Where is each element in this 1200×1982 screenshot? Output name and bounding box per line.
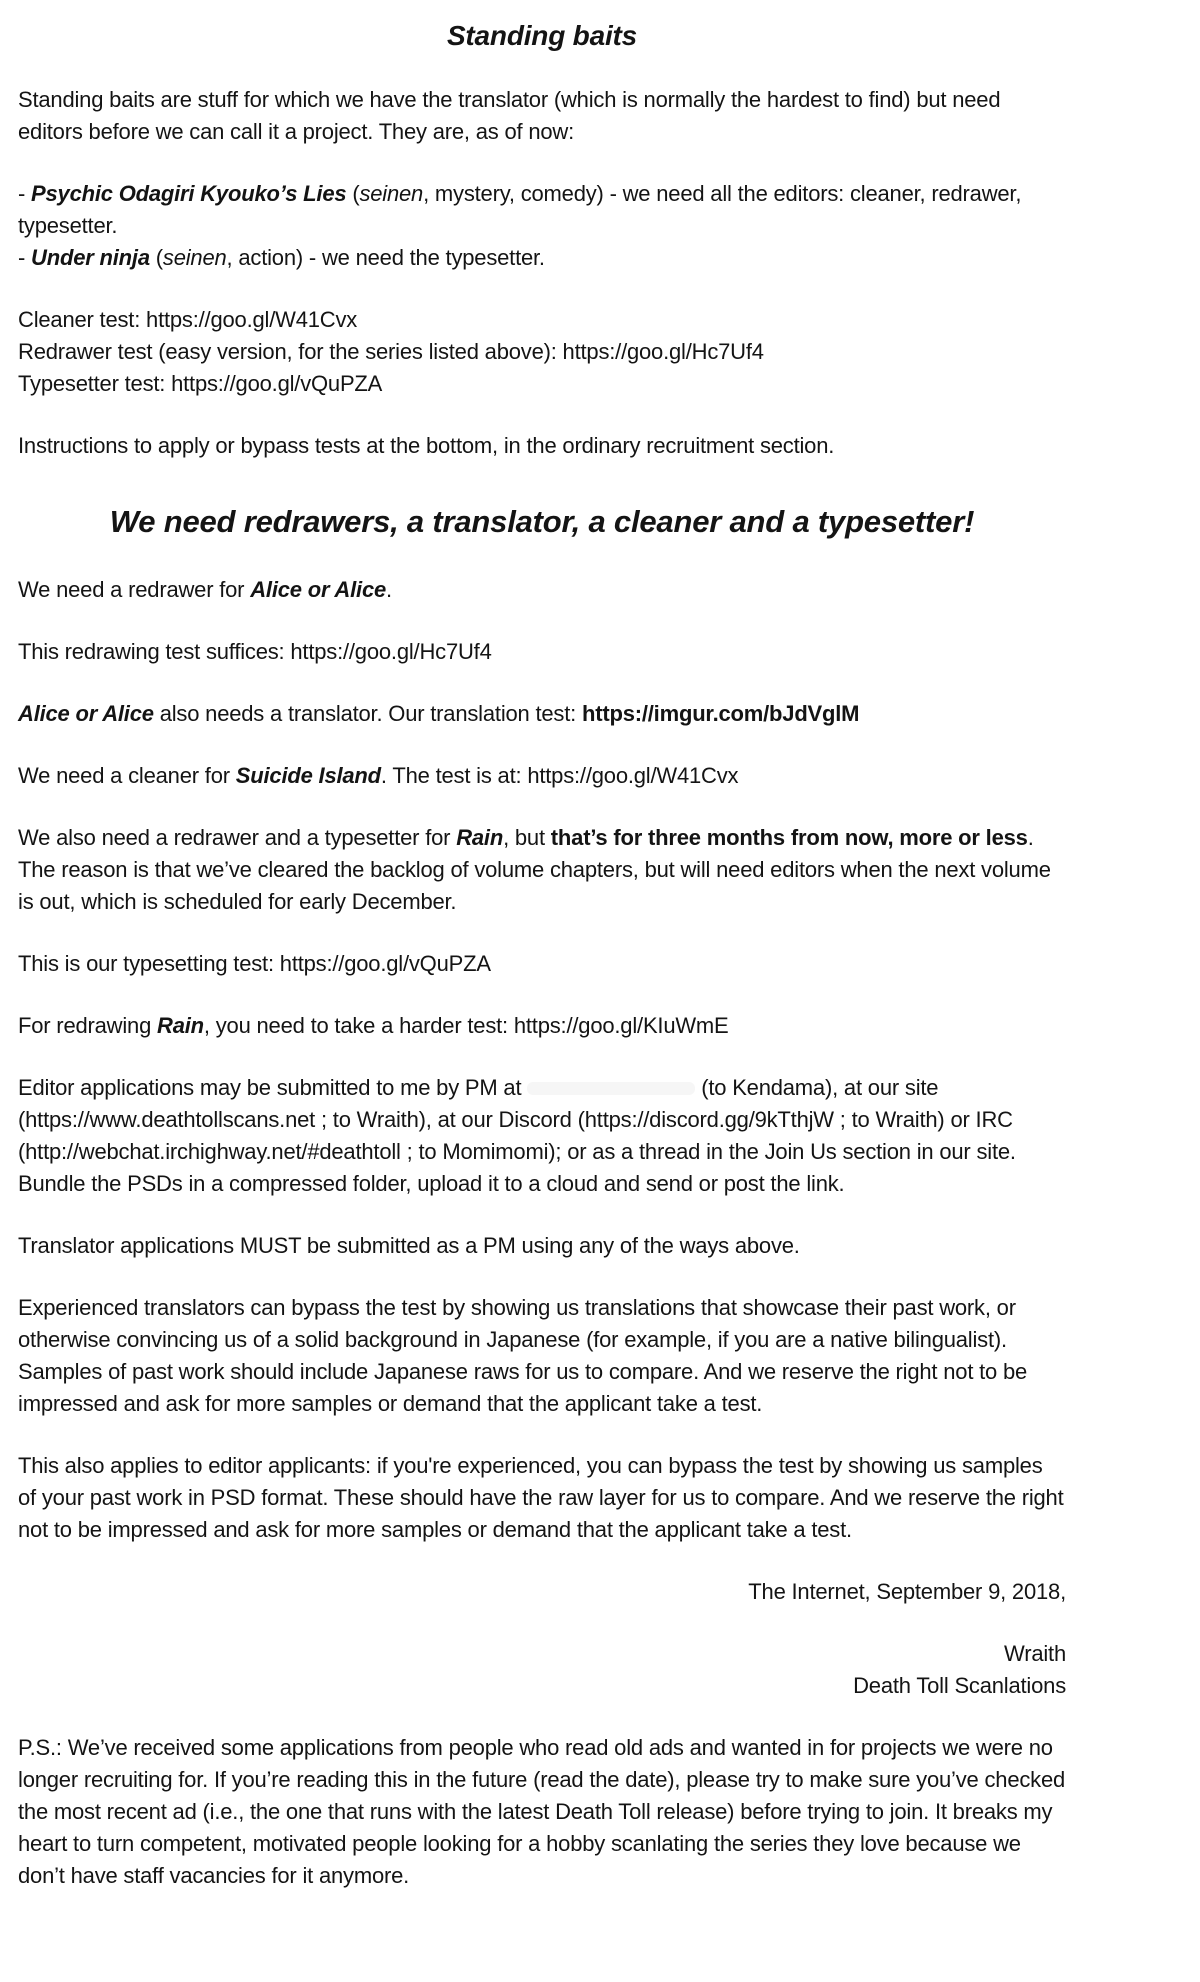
- redrawing-test-line: This redrawing test suffices: https://goo.gl/Hc7Uf4: [18, 639, 492, 664]
- alice-redrawer-paragraph: [18, 574, 1066, 606]
- suicide-island-cleaner-paragraph: [18, 760, 1066, 792]
- text-segment: -: [18, 245, 32, 270]
- text-segment: For redrawing: [18, 1013, 158, 1038]
- text-segment: , action) - we need the typesetter.: [226, 245, 545, 270]
- text-segment: . The reason is that we’ve cleared the backlog of volume chapters, but will need editors when the next volume is out, which is scheduled for early December.: [18, 825, 1051, 914]
- text-segment: https://imgur.com/bJdVglM: [581, 701, 860, 726]
- text-segment: Psychic Odagiri Kyouko’s Lies: [31, 181, 347, 206]
- text-segment: .: [386, 577, 392, 602]
- editor-applicants-paragraph: This also applies to editor applicants: if you're experienced, you can bypass the test by showing us samples of your past work in PSD format. These should have the raw layer for us to compare. And we reserve the right not to be impressed and ask for more samples or demand that the applicant take a test.: [18, 1453, 1064, 1542]
- text-segment: Rain: [456, 825, 504, 850]
- text-segment: Under ninja: [31, 245, 150, 270]
- cleaner-test-line: Cleaner test: https://goo.gl/W41Cvx: [18, 307, 358, 332]
- text-segment: . The test is at: https://goo.gl/W41Cvx: [380, 763, 739, 788]
- signature-group: Death Toll Scanlations: [853, 1673, 1066, 1698]
- text-segment: (: [149, 245, 163, 270]
- text-segment: , mystery, comedy) - we need all the editors: cleaner, redrawer, typesetter.: [18, 181, 1022, 238]
- typesetter-test-line: Typesetter test: https://goo.gl/vQuPZA: [18, 371, 383, 396]
- text-segment: also needs a translator. Our translation test:: [153, 701, 582, 726]
- text-segment: -: [18, 181, 32, 206]
- signature-name: Wraith: [1004, 1641, 1066, 1666]
- redrawer-test-line: Redrawer test (easy version, for the series listed above): https://goo.gl/Hc7Uf4: [18, 339, 764, 364]
- text-segment: (to Kendama), at our site (https://www.deathtollscans.net ; to Wraith), at our Discord (https://discord.gg/9kTthjW ; to Wraith) or IRC (http://webchat.irchighway.net/#deathtoll ; to Momimomi); or as a thread in the Join Us section in our site. Bundle the PSDs in a compressed folder, upload it to a cloud and send or post the link.: [18, 1075, 1016, 1196]
- intro-paragraph: Standing baits are stuff for which we have the translator (which is normally the hardest to find) but need editors before we can call it a project. They are, as of now:: [18, 87, 1001, 144]
- typesetting-test-line: This is our typesetting test: https://goo.gl/vQuPZA: [18, 951, 491, 976]
- rain-editors-paragraph: [18, 822, 1066, 918]
- text-segment: Alice or Alice: [250, 577, 387, 602]
- date-line: The Internet, September 9, 2018,: [748, 1579, 1066, 1604]
- translator-applications-paragraph: Translator applications MUST be submitted as a PM using any of the ways above.: [18, 1233, 800, 1258]
- text-segment: , but: [503, 825, 551, 850]
- signature-block: [18, 1638, 1066, 1702]
- text-segment: Suicide Island: [235, 763, 381, 788]
- recruitment-heading: We need redrawers, a translator, a cleaner and a typesetter!: [109, 504, 975, 539]
- text-segment: seinen: [162, 245, 227, 270]
- text-segment: Alice or Alice: [18, 701, 154, 726]
- text-segment: Rain: [157, 1013, 204, 1038]
- ps-paragraph: P.S.: We’ve received some applications from people who read old ads and wanted in for projects we were no longer recruiting for. If you’re reading this in the future (read the date), please try to make sure you’ve checked the most recent ad (i.e., the one that runs with the latest Death Toll release) before trying to join. It breaks my heart to turn competent, motivated people looking for a hobby scanlating the series they love because we don’t have staff vacancies for it anymore.: [18, 1735, 1066, 1888]
- editor-applications-paragraph: [18, 1072, 1066, 1200]
- text-segment: seinen: [359, 181, 424, 206]
- text-segment: We need a redrawer for: [18, 577, 251, 602]
- text-segment: , you need to take a harder test: https://goo.gl/KIuWmE: [203, 1013, 729, 1038]
- redacted-gap: [527, 1082, 695, 1095]
- text-segment: Editor applications may be submitted to me by PM at: [18, 1075, 528, 1100]
- text-segment: (: [346, 181, 360, 206]
- rain-redraw-paragraph: [18, 1010, 1066, 1042]
- alice-translator-paragraph: [18, 698, 1066, 730]
- standing-baits-list: [18, 178, 1066, 274]
- instructions-note: Instructions to apply or bypass tests at the bottom, in the ordinary recruitment section.: [18, 433, 835, 458]
- bait-item-psychic-odagiri: [18, 178, 1066, 242]
- page-title: Standing baits: [446, 20, 638, 51]
- test-links-block: [18, 304, 1066, 400]
- text-segment: We need a cleaner for: [18, 763, 236, 788]
- bait-item-under-ninja: [18, 242, 1066, 274]
- experienced-translators-paragraph: Experienced translators can bypass the test by showing us translations that showcase their past work, or otherwise convincing us of a solid background in Japanese (for example, if you are a native bilingualist). Samples of past work should include Japanese raws for us to compare. And we reserve the right not to be impressed and ask for more samples or demand that the applicant take a test.: [18, 1295, 1028, 1416]
- text-segment: that’s for three months from now, more or less: [550, 825, 1028, 850]
- text-segment: We also need a redrawer and a typesetter for: [18, 825, 457, 850]
